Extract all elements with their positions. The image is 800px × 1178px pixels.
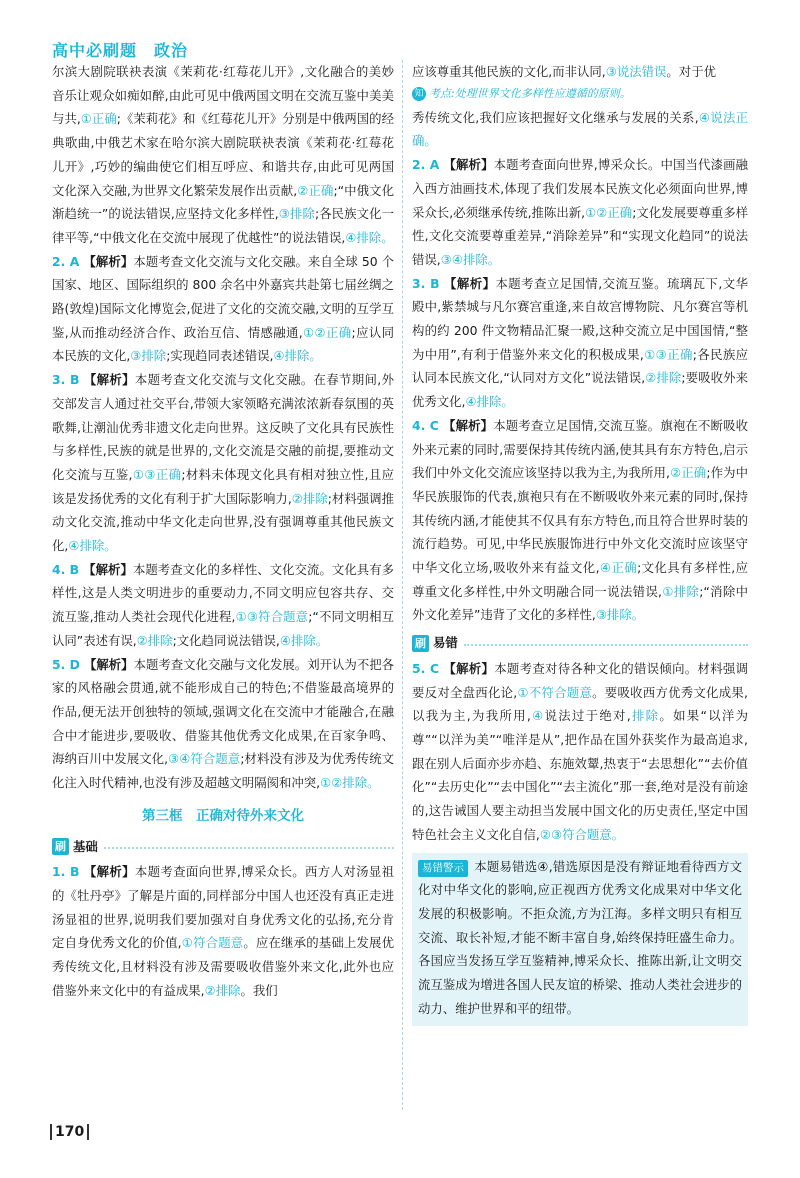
verdict-mark: ③④符合题意 xyxy=(168,751,241,767)
answer-item xyxy=(52,860,394,1002)
verdict-mark: ③排除。 xyxy=(595,607,645,623)
explanation-text: ;“不同文明相互认同”表述有误, xyxy=(52,609,394,648)
verdict-mark: ④说法正确。 xyxy=(412,109,748,149)
left-column xyxy=(52,60,394,1002)
verdict-mark: 排除 xyxy=(630,708,660,724)
analysis-tag: 【解析】 xyxy=(443,660,495,676)
item-number: 1. B xyxy=(52,864,80,880)
explanation-text: 。应在继承的基础上发展优秀传统文化,且材料没有涉及需要吸收借鉴外来文化,此外也应借鉴外来文化中的有益成果, xyxy=(52,935,394,998)
knowledge-note-text: 考点:处理世界文化多样性应遵循的原则。 xyxy=(429,86,631,100)
answer-item xyxy=(412,657,748,847)
explanation-text: 说法过于绝对, xyxy=(544,708,631,724)
explanation-text: 本题考查面向世界,博采众长。西方人对汤显祖的《牡丹亭》了解是片面的,同样部分中国人也还没有真正走进汤显祖的世界,说明我们要加强对自身优秀文化的弘扬,充分肯定自身优秀文化的价值, xyxy=(52,864,394,951)
item-number: 4. B xyxy=(52,561,80,577)
left-lead-paragraph xyxy=(52,60,394,250)
verdict-mark: ④ xyxy=(530,708,545,724)
page-number: 170 xyxy=(50,1124,89,1140)
explanation-text: ;应认同本民族的文化, xyxy=(52,324,394,364)
explanation-text: ;材料强调推动文化交流,推动中华文化走向世界,没有强调尊重其他民族文化, xyxy=(52,490,394,554)
verdict-mark: ①正确 xyxy=(80,111,117,127)
verdict-mark: ①②正确 xyxy=(302,324,352,340)
explanation-text: ;各民族文化一律平等,“中俄文化在交流中展现了优越性”的说法错误, xyxy=(52,206,395,245)
verdict-mark: ②排除 xyxy=(136,632,173,648)
verdict-mark: ①③符合题意 xyxy=(235,609,309,625)
explanation-text: 本题考查文化交流与文化交融。在春节期间,外交部发言人通过社交平台,带领大家领略充满浓浓新春氛围的英歌舞,让潮汕优秀非遗文化走向世界。这反映了文化具有民族性与多样性,民族的就是世界的,文化交流是交融的前提,要推动文化交流与互鉴, xyxy=(52,372,394,482)
item-number: 2. A xyxy=(52,253,80,269)
analysis-tag: 【解析】 xyxy=(83,656,134,672)
explanation-text: ;《茉莉花》和《红莓花儿开》分别是中俄两国的经典歌曲,中俄艺术家在哈尔滨大剧院联袂表演《茉莉花·红莓花儿开》,巧妙的编曲使它们相互呼应、和谐共存,由此可见两国文化深入交融,为世界文化繁荣发展作出贡献, xyxy=(52,111,394,198)
verdict-mark: ④排除。 xyxy=(273,348,322,364)
brush-icon: 刷 xyxy=(52,838,69,855)
explanation-text: 本题考查对待各种文化的错误倾向。材料强调要反对全盘西化论, xyxy=(412,660,749,700)
answer-item xyxy=(52,558,394,653)
dotted-rule xyxy=(464,644,748,646)
analysis-tag: 【解析】 xyxy=(83,253,134,269)
verdict-mark: ①③正确 xyxy=(132,466,182,482)
explanation-text: 本题考查立足国情,交流互鉴。琉璃瓦下,文华殿中,紫禁城与凡尔赛宫重逢,来自故宫博物院、凡尔赛宫等机构的约 200 件文物精品汇聚一殿,这种交流立足中国国情,“整为中用”,有利于借鉴外来文化的积极成果, xyxy=(412,275,749,362)
item-number: 3. B xyxy=(52,372,80,388)
item-number: 4. C xyxy=(412,417,439,433)
explanation-text: 尔滨大剧院联袂表演《茉莉花·红莓花儿开》,文化融合的美妙音乐让观众如痴如醉,由此可见中俄两国文明在交流互鉴中美美与共, xyxy=(52,64,394,127)
item-number: 5. D xyxy=(52,656,80,672)
verdict-mark: ①③正确 xyxy=(643,346,693,362)
item-number: 3. B xyxy=(412,275,440,291)
explanation-text: 本题考查立足国情,交流互鉴。旗袍在不断吸收外来元素的同时,需要保持其传统内涵,使其具有东方特色,启示我们中外文化交流应该坚持以我为主,为我所用, xyxy=(412,417,748,481)
explanation-text: 。要吸收西方优秀文化成果,以我为主,为我所用, xyxy=(412,684,748,724)
verdict-mark: ②正确 xyxy=(297,182,334,198)
basic-label: 基础 xyxy=(73,838,98,854)
verdict-mark: ③排除 xyxy=(278,206,315,222)
explanation-text: 秀传统文化,我们应该把握好文化继承与发展的关系, xyxy=(412,109,699,125)
explanation-text: 。如果“以洋为尊”“以洋为美”“唯洋是从”,把作品在国外获奖作为最高追求,跟在别人后面亦步亦趋、东施效颦,热衷于“去思想化”“去价值化”“去历史化”“去中国化”“去主流化”那一套,绝对是没有前途的,这告诫国人要主动担当发展中国文化的历史责任,坚定中国特色社会主义文化自信, xyxy=(412,708,749,842)
explanation-text: 。我们 xyxy=(240,982,278,998)
brush-icon: 刷 xyxy=(412,635,429,652)
verdict-mark: ①②正确 xyxy=(585,204,633,220)
answer-item xyxy=(412,414,748,627)
easy-mistake-label: 易错 xyxy=(433,635,458,651)
answer-item xyxy=(52,250,394,369)
explanation-text: ;各民族应认同本民族文化,“认同对方文化”说法错误, xyxy=(412,346,748,386)
analysis-tag: 【解析】 xyxy=(443,275,496,291)
mistake-warning-label: 易错警示 xyxy=(418,860,468,877)
explanation-text: ;要吸收外来优秀文化, xyxy=(412,370,748,410)
verdict-mark: ②正确 xyxy=(669,465,707,481)
mistake-warning-text: 本题易错选④,错选原因是没有辩证地看待西方文化对中华文化的影响,应正视西方优秀文化成果对中华文化发展的积极影响。不拒众流,方为江海。多样文明只有相互交流、取长补短,才能不断丰富自身,始终保持旺盛生命力。各国应当发扬互学互鉴精神,博采众长、推陈出新,让文明交流互鉴成为增进各国人民友谊的桥梁、推动人类社会进步的动力、维护世界和平的纽带。 xyxy=(418,858,742,1016)
verdict-mark: ④排除。 xyxy=(345,229,394,245)
section-title: 第三框 正确对待外来文化 xyxy=(142,807,304,824)
page-header: 高中必刷题 政治 xyxy=(52,41,189,60)
explanation-text: 本题考查文化交融与文化发展。刘开认为不把各家的风格融会贯通,就不能形成自己的特色;不借鉴最高境界的作品,便无法开创独特的领域,强调文化在交流中才能融合,在融合中才能进步,要吸收、借鉴其他优秀文化成果,在百家争鸣、海纳百川中发展文化, xyxy=(52,656,395,767)
right-answer-list xyxy=(412,153,748,627)
right-lead-paragraph-2 xyxy=(412,106,748,153)
easy-mistake-subheading xyxy=(412,631,748,655)
explanation-text: 。对于优 xyxy=(666,64,716,79)
verdict-mark: ④正确 xyxy=(599,560,638,576)
answer-item xyxy=(52,653,394,795)
analysis-tag: 【解析】 xyxy=(443,157,494,173)
verdict-mark: ④排除。 xyxy=(279,632,329,648)
dotted-rule xyxy=(104,847,394,849)
verdict-mark: ④排除。 xyxy=(68,538,117,554)
explanation-text: ;“中俄文化渐趋统一”的说法错误,应坚持文化多样性, xyxy=(52,182,395,222)
verdict-mark: ①符合题意 xyxy=(181,935,244,951)
analysis-tag: 【解析】 xyxy=(83,561,133,577)
explanation-text: 本题考查文化的多样性、文化交流。文化具有多样性,这是人类文明进步的重要动力,不同文明应包容共存、交流互鉴,推动人类社会现代化进程, xyxy=(52,561,395,625)
explanation-text: ;文化具有多样性,应尊重文化多样性,中外文明融合同一说法错误, xyxy=(412,560,748,599)
explanation-text: ;实现趋同表述错误, xyxy=(166,348,274,364)
right-lead-paragraph xyxy=(412,60,748,84)
knowledge-point-icon: 知 xyxy=(412,87,426,101)
explanation-text: ;文化趋同说法错误, xyxy=(172,632,280,648)
verdict-mark: ②③符合题意。 xyxy=(539,826,625,842)
column-divider xyxy=(402,60,404,1110)
verdict-mark: ③排除 xyxy=(130,348,167,364)
verdict-mark: ②排除 xyxy=(204,982,241,998)
verdict-mark: ①排除 xyxy=(662,583,700,599)
explanation-text: 本题考查文化交流与文化交融。来自全球 50 个国家、地区、国际组织的 800 余名中外嘉宾共赴第七届丝绸之路(敦煌)国际文化博览会,促进了文化的交流交融,文明的互学互鉴,从而推动经济合作、政治互信、情感融通, xyxy=(52,253,395,340)
verdict-mark: ②排除 xyxy=(645,370,682,386)
verdict-mark: ③④排除。 xyxy=(440,251,501,267)
verdict-mark: ②排除 xyxy=(291,490,328,506)
verdict-mark: ③说法错误 xyxy=(605,64,667,79)
item-number: 2. A xyxy=(412,157,440,173)
verdict-mark: ①②排除。 xyxy=(320,775,380,791)
verdict-mark: ①不符合题意 xyxy=(517,684,593,700)
analysis-tag: 【解析】 xyxy=(83,864,135,880)
explanation-text: ;材料未体现文化具有相对独立性,且应该是发扬优秀的文化有利于扩大国际影响力, xyxy=(52,466,394,506)
basic-subheading xyxy=(52,835,394,859)
analysis-tag: 【解析】 xyxy=(442,417,494,433)
explanation-text: ;作为中华民族服饰的代表,旗袍只有在不断吸收外来元素的同时,保持其传统内涵,才能使其不仅具有东方特色,而且符合世界时装的流行趋势。可见,中华民族服饰进行中外文化交流时应该坚守中华文化立场,吸收外来有益文化, xyxy=(412,465,748,576)
mistake-warning-box xyxy=(412,853,748,1027)
explanation-text: 本题考查面向世界,博采众长。中国当代漆画融入西方油画技术,体现了我们发展本民族文化必须面向世界,博采众长,必须继承传统,推陈出新, xyxy=(412,157,749,220)
verdict-mark: ④排除。 xyxy=(465,394,514,410)
explanation-text: 应该尊重其他民族的文化,而非认同, xyxy=(412,64,606,79)
explanation-text: ;文化发展要尊重多样性,文化交流要尊重差异,“消除差异”和“实现文化趋同”的说法错误, xyxy=(412,204,748,267)
knowledge-note xyxy=(412,84,748,104)
item-number: 5. C xyxy=(412,660,440,676)
right-column xyxy=(412,60,748,1026)
answer-item xyxy=(412,272,748,414)
explanation-text: ;“消除中外文化差异”违背了文化的多样性, xyxy=(412,583,749,623)
left-answer-list xyxy=(52,250,394,795)
answer-item xyxy=(52,368,394,558)
answer-item xyxy=(412,153,748,272)
explanation-text: ;材料没有涉及为优秀传统文化注入时代精神,也没有涉及超越文明隔阂和冲突, xyxy=(52,751,394,791)
analysis-tag: 【解析】 xyxy=(83,372,135,388)
